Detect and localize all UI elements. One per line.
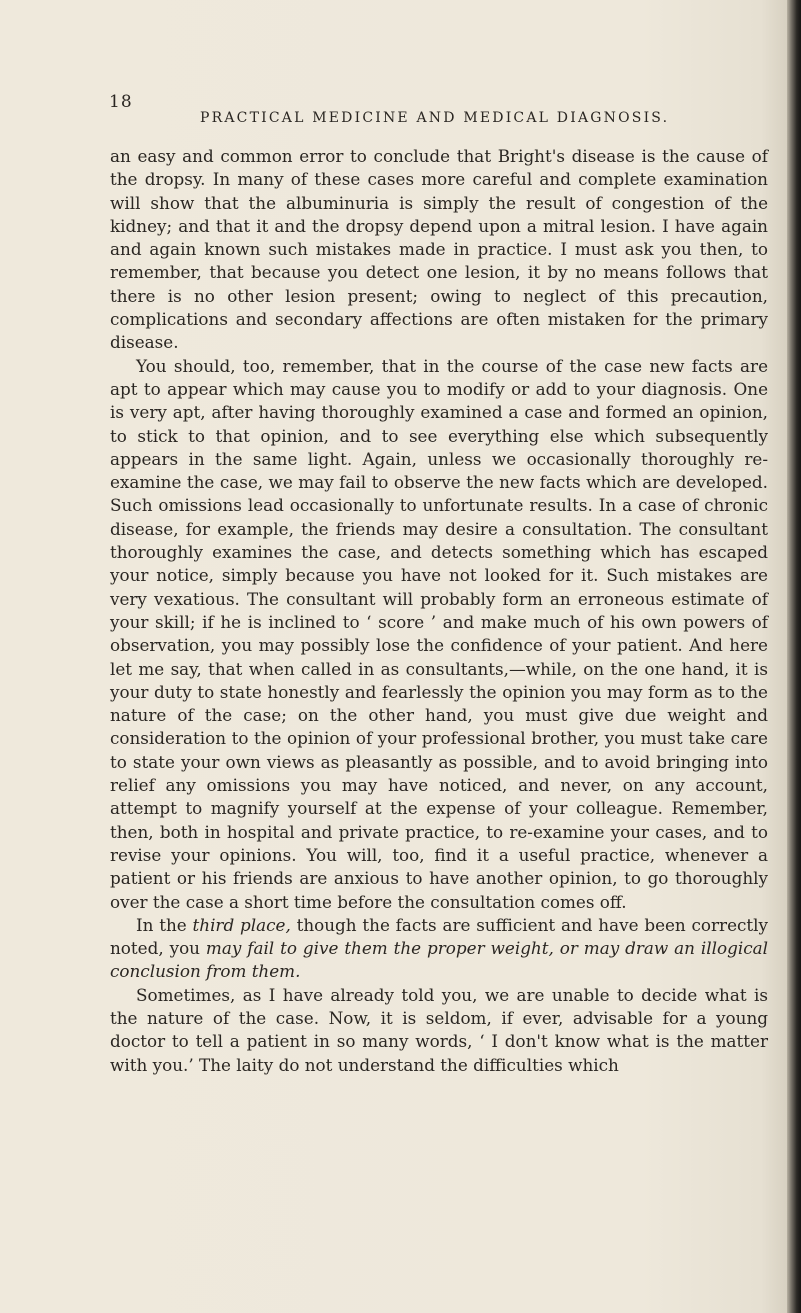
paragraph-middle: though the facts are sufficient and have been correctly noted, you — [110, 914, 768, 959]
paragraph-italic-tail: may fail to give them the proper weight, or may draw an illogical conclusion from them. — [110, 938, 768, 982]
page-edge-shadow — [787, 0, 801, 1313]
paragraph: You should, too, remember, that in the course of the case new facts are apt to appear which may cause you to modify or add to your diagnosis. One is very apt, after having thoroughly examined a case and formed an opinion, to stick to that opinion, and to see everything else which subsequently appears in the same light. Again, unless we occasionally thoroughly re-examine the case, we may fail to observe the new facts which are developed. Such omissions lead occasionally to unfortunate results. In a case of chronic disease, for example, the friends may desire a consultation. The consultant thoroughly examines the case, and detects something which has escaped your notice, simply because you have not looked for it. Such mistakes are very vexatious. The consultant will probably form an erroneous estimate of your skill; if he is inclined to ‘ score ’ and make much of his own powers of observation, you may possibly lose the confidence of your patient. And here let me say, that when called in as consultants,—while, on the one hand, it is your duty to state honestly and fearlessly the opinion you may form as to the nature of the case; on the other hand, you must give due weight and consideration to the opinion of your professional brother, you must take care to state your own views as pleasantly as possible, and to avoid bringing into relief any omissions you may have noticed, and never, on any account, attempt to magnify yourself at the expense of your colleague. Remember, then, both in hospital and private practice, to re-examine your cases, and to revise your opinions. You will, too, find it a useful practice, whenever a patient or his friends are anxious to have another opinion, to go thoroughly over the case a short time before the consultation comes off. — [110, 355, 768, 912]
body-text — [110, 145, 768, 1077]
paragraph-lead-italic: third place, — [192, 914, 291, 935]
paragraph-lead: In the — [136, 914, 193, 935]
paragraph-continued: an easy and common error to conclude that Bright's disease is the cause of the dropsy. In many of these cases more careful and complete examination will show that the albuminuria is simply the result of congestion of the kidney; and that it and the dropsy depend upon a mitral lesion. I have again and again known such mistakes made in practice. I must ask you then, to remember, that because you detect one lesion, it by no means follows that there is no other lesion present; owing to neglect of this precaution, complications and secondary affections are often mistaken for the primary disease. — [110, 146, 768, 353]
page-number: 18 — [109, 92, 133, 112]
running-head: PRACTICAL MEDICINE AND MEDICAL DIAGNOSIS. — [200, 110, 670, 126]
paragraph-third-place — [110, 914, 768, 984]
paragraph: Sometimes, as I have already told you, we are unable to decide what is the nature of the case. Now, it is seldom, if ever, advisable for a young doctor to tell a patient in so many words, ‘ I don't know what is the matter with you.’ The laity do not understand the difficulties which — [110, 984, 768, 1075]
